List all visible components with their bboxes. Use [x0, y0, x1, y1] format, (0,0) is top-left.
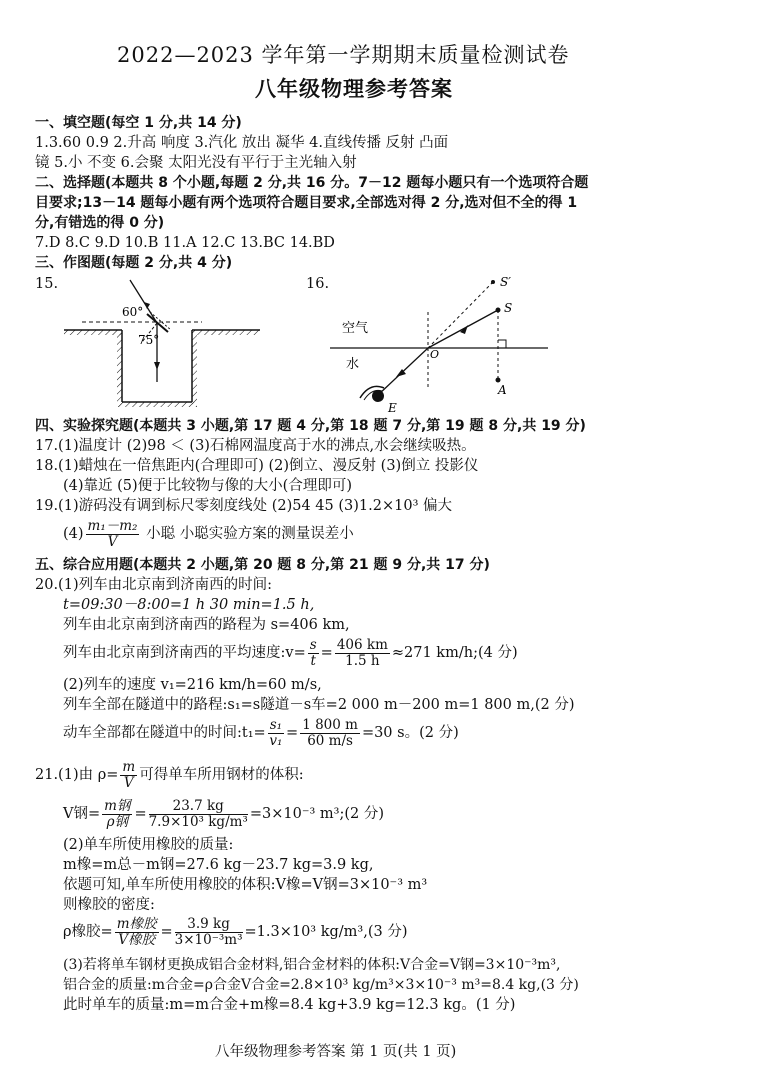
figure-15-angle-top: 60° — [122, 305, 144, 319]
section2-heading-3: 分,有错选的得 0 分) — [35, 215, 165, 231]
q20-l7-num1: s₁ — [269, 716, 283, 733]
q21-l1-frac — [120, 760, 137, 791]
q21-l7-den2: 3×10⁻³m³ — [174, 931, 243, 948]
question-15-label: 15. — [35, 276, 59, 292]
q21-l2-post: =3×10⁻³ m³;(2 分) — [249, 806, 384, 822]
q20-l4-num2: 406 km — [336, 636, 388, 653]
q20-l7-num2: 1 800 m — [302, 716, 358, 733]
q21-line1 — [35, 758, 304, 792]
q20-l4-frac1 — [308, 638, 319, 669]
q21-l7-num1: m橡胶 — [116, 915, 157, 932]
q20-l4-frac2 — [335, 638, 390, 669]
figure-16-air-label: 空气 — [342, 321, 369, 336]
q21-line4: m橡=m总－m钢=27.6 kg－23.7 kg=3.9 kg, — [63, 857, 374, 873]
q21-l7-num2: 3.9 kg — [175, 917, 243, 933]
section1-heading: 一、填空题(每空 1 分,共 14 分) — [35, 115, 242, 131]
q21-l2-num1: m钢 — [104, 797, 131, 814]
q21-line8: (3)若将单车钢材更换成铝合金材料,铝合金材料的体积:V合金=V钢=3×10⁻³m³, — [63, 957, 561, 973]
question-17: 17.(1)温度计 (2)98 ＜ (3)石棉网温度高于水的沸点,水会继续吸热。 — [35, 438, 476, 454]
q20-l4-post: ≈271 km/h;(4 分) — [391, 645, 518, 661]
q20-l4-den2: 1.5 h — [345, 652, 380, 669]
section3-heading: 三、作图题(每题 2 分,共 4 分) — [35, 255, 233, 271]
q21-l2-frac2 — [149, 799, 248, 830]
q21-l1-pre: 21.(1)由 ρ= — [35, 767, 119, 783]
q21-l1-num: m — [122, 758, 136, 775]
exam-title: 2022—2023 学年第一学期期末质量检测试卷 — [117, 43, 570, 67]
q19-prefix: (4) — [63, 526, 84, 542]
q21-l2-den2: 7.9×10³ kg/m³ — [148, 813, 248, 830]
q21-l1-den: V — [123, 774, 134, 791]
q21-line9: 铝合金的质量:m合金=ρ合金V合金=2.8×10³ kg/m³×3×10⁻³ m³=8.4 kg,(3 分) — [63, 977, 579, 993]
question-16-label: 16. — [306, 276, 330, 292]
q21-l2-pre: V钢= — [63, 806, 101, 822]
figure-15-well-diagram — [62, 272, 262, 407]
question-19-line2 — [63, 517, 354, 551]
q20-line6: 列车全部在隧道中的路程:s₁=s隧道－s车=2 000 m－200 m=1 800 m,(2 分) — [63, 697, 575, 713]
q20-line2: t=09:30－8:00=1 h 30 min=1.5 h, — [63, 597, 315, 613]
q20-line7: 动车全部都在隧道中的时间:t₁= $\frac{\text{s₁}}{\text{v₁}}$ = $\frac{1 800 m}{60 m/s}$ =30 s。(2 分) — [63, 716, 459, 749]
q19-denominator: V — [107, 533, 118, 550]
q21-l7-post: =1.3×10³ kg/m³,(3 分) — [244, 924, 408, 940]
section1-line2: 镜 5.小 不变 6.会聚 太阳光没有平行于主光轴入射 — [35, 155, 357, 171]
q21-l2-num2: 23.7 kg — [149, 799, 248, 815]
figure-16-refraction-diagram — [330, 270, 560, 415]
q20-line3: 列车由北京南到济南西的路程为 s=406 km, — [63, 617, 350, 633]
q20-l7-frac2 — [300, 718, 360, 749]
q20-l7-den1: v₁ — [269, 732, 283, 749]
q20-l7-post: =30 s。(2 分) — [361, 725, 459, 741]
q21-l2-den1: ρ钢 — [106, 813, 128, 830]
figure-16-A-label: A — [498, 383, 507, 397]
q21-l7-pre: ρ橡胶= — [63, 924, 113, 940]
q20-l4-den1: t — [310, 652, 316, 669]
q21-l7-frac2 — [175, 917, 243, 948]
section2-heading-2: 目要求;13－14 题每小题有两个选项符合题目要求,全部选对得 2 分,选对但不全的得 1 — [35, 195, 578, 211]
figure-16-Sprime-label: S′ — [500, 275, 511, 289]
q21-l7-den1: V橡胶 — [118, 931, 155, 948]
q21-line7: ρ橡胶= $\frac{\text{m橡胶}}{\text{V橡胶}}$ = $\frac{3.9 kg}{\text{3×10⁻³m³}}$ =1.3×10³ kg/m³,(3 分) — [63, 915, 408, 948]
q21-line10: 此时单车的质量:m=m合金+m橡=8.4 kg+3.9 kg=12.3 kg。(1 分) — [63, 997, 516, 1013]
q21-l1-post: 可得单车所用钢材的体积: — [139, 767, 304, 783]
question-19-line1: 19.(1)游码没有调到标尺零刻度线处 (2)54 45 (3)1.2×10³ 偏大 — [35, 498, 452, 514]
q20-l4-num1: s — [309, 636, 317, 653]
figure-16-S-label: S — [504, 301, 513, 315]
section5-heading: 五、综合应用题(本题共 2 小题,第 20 题 8 分,第 21 题 9 分,共 17 分) — [35, 557, 490, 573]
q19-rest: 小聪 小聪实验方案的测量误差小 — [141, 526, 354, 542]
q21-line6: 则橡胶的密度: — [63, 897, 155, 913]
q21-line2: V钢= $\frac{\text{m钢}}{\text{ρ钢}}$ = $\frac{23.7 kg}{\text{7.9×10³ kg/m³}}$ =3×10⁻³ m³;(2 分) — [63, 797, 384, 830]
q21-l2-frac1 — [102, 799, 132, 830]
page-footer: 八年级物理参考答案 第 1 页(共 1 页) — [215, 1044, 457, 1060]
question-18-line1: 18.(1)蜡烛在一倍焦距内(合理即可) (2)倒立、漫反射 (3)倒立 投影仪 — [35, 458, 479, 474]
answer-key-title: 八年级物理参考答案 — [255, 76, 453, 101]
q20-l7-pre: 动车全部都在隧道中的时间:t₁= — [63, 725, 266, 741]
section1-line1: 1.3.60 0.9 2.升高 响度 3.汽化 放出 凝华 4.直线传播 反射 凸面 — [35, 135, 449, 151]
q19-fraction — [86, 519, 140, 550]
q20-l7-den2: 60 m/s — [307, 732, 353, 749]
section2-heading-1: 二、选择题(本题共 8 个小题,每题 2 分,共 16 分。7－12 题每小题只有一个选项符合题 — [35, 175, 589, 191]
q20-line4: 列车由北京南到济南西的平均速度:v= $\frac{s}{t}$ = $\frac{406 km}{1.5 h}$ ≈271 km/h;(4 分) — [63, 636, 518, 669]
q21-line5: 依题可知,单车所使用橡胶的体积:V橡=V钢=3×10⁻³ m³ — [63, 877, 428, 893]
figure-16-water-label: 水 — [346, 357, 360, 372]
q21-line3: (2)单车所使用橡胶的质量: — [63, 837, 234, 853]
figure-16-O-label: O — [430, 348, 440, 361]
figure-16-E-label: E — [388, 401, 397, 415]
q19-numerator: m₁－m₂ — [87, 517, 138, 534]
question-18-line2: (4)靠近 (5)便于比较物与像的大小(合理即可) — [63, 478, 353, 494]
q20-line5: (2)列车的速度 v₁=216 km/h=60 m/s, — [63, 677, 322, 693]
q20-l4-pre: 列车由北京南到济南西的平均速度:v= — [63, 645, 306, 661]
section4-heading: 四、实验探究题(本题共 3 小题,第 17 题 4 分,第 18 题 7 分,第 19 题 8 分,共 19 分) — [35, 418, 586, 434]
q20-l7-frac1 — [268, 718, 284, 749]
q21-l7-frac1 — [115, 917, 159, 948]
section2-answers: 7.D 8.C 9.D 10.B 11.A 12.C 13.BC 14.BD — [35, 235, 335, 251]
figure-15-angle-bottom: 75° — [138, 333, 160, 347]
q20-line1: 20.(1)列车由北京南到济南西的时间: — [35, 577, 272, 593]
